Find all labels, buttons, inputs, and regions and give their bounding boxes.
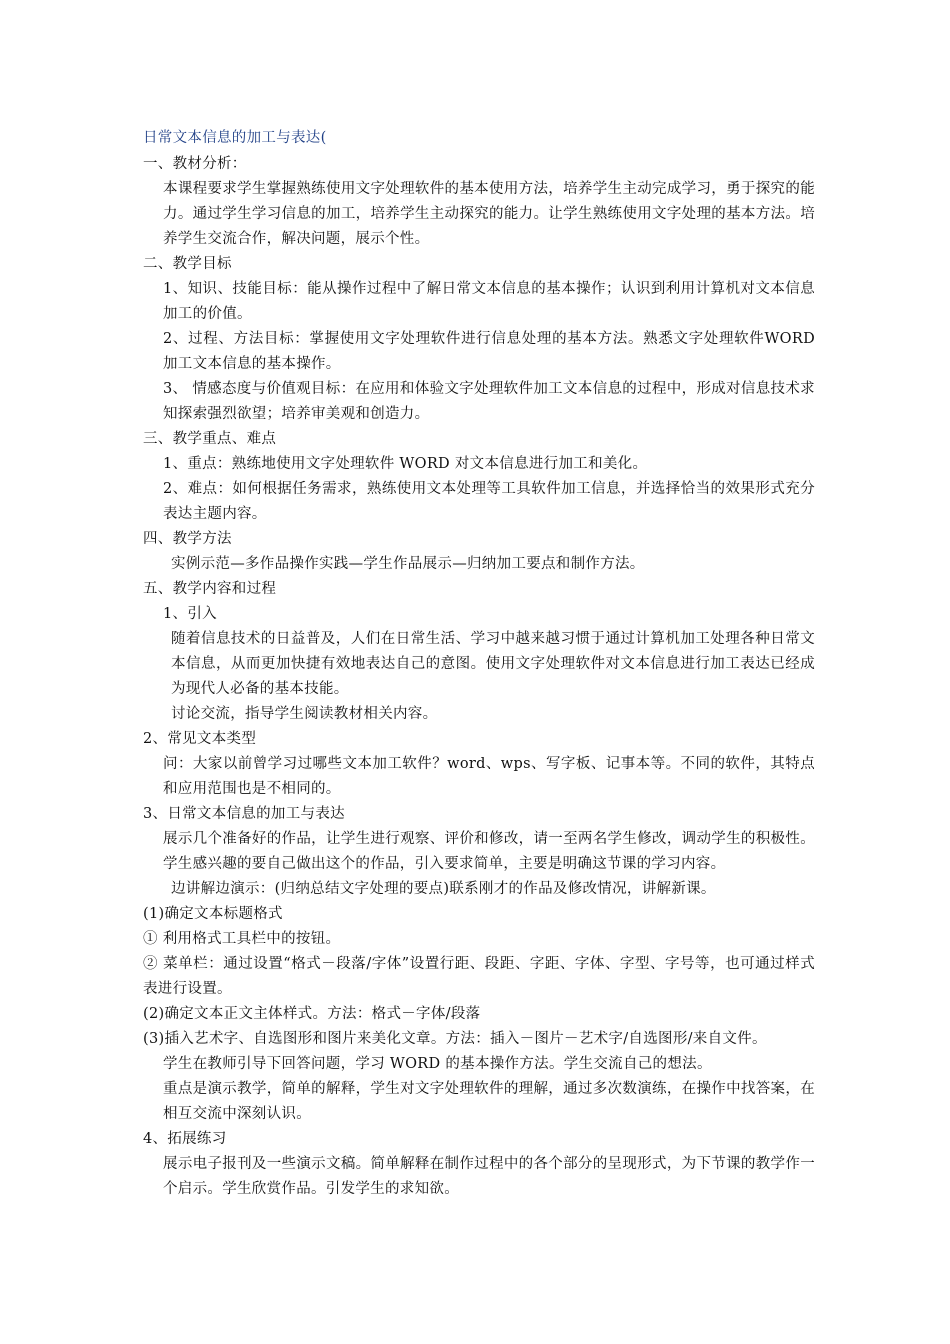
goal-process: 2、过程、方法目标：掌握使用文字处理软件进行信息处理的基本方法。熟悉文字处理软件WORD 加工文本信息的基本操作。 [163, 331, 815, 372]
step3-text: (3)插入艺术字、自选图形和图片来美化文章。方法：插入－图片－艺术字/自选图形/来自文件。 [143, 1031, 767, 1047]
document-title: 日常文本信息的加工与表达( [143, 130, 327, 146]
key-point: 1、重点：熟练地使用文字处理软件 WORD 对文本信息进行加工和美化。 [163, 456, 648, 472]
goal-attitude: 3、 情感态度与价值观目标：在应用和体验文字处理软件加工文本信息的过程中，形成对信息技术求知探索强烈欲望；培养审美观和创造力。 [163, 381, 815, 422]
text-types-paragraph: 问：大家以前曾学习过哪些文本加工软件？word、wps、写字板、记事本等。不同的软件，其特点和应用范围也是不相同的。 [163, 756, 815, 797]
step1-menu: ② 菜单栏：通过设置“格式－段落/字体”设置行距、段距、字距、字体、字型、字号等，也可通过样式表进行设置。 [143, 956, 815, 997]
extension-paragraph: 展示电子报刊及一些演示文稿。简单解释在制作过程中的各个部分的呈现形式，为下节课的教学作一个启示。学生欣赏作品。引发学生的求知欲。 [163, 1156, 815, 1197]
analysis-paragraph: 本课程要求学生掌握熟练使用文字处理软件的基本使用方法，培养学生主动完成学习，勇于探究的能力。通过学生学习信息的加工，培养学生主动探究的能力。让学生熟练使用文字处理的基本方法。培养学生交流合作，解决问题，展示个性。 [163, 181, 815, 247]
processing-demo: 边讲解边演示：(归纳总结文字处理的要点)联系刚才的作品及修改情况，讲解新课。 [171, 881, 716, 897]
intro-discuss: 讨论交流，指导学生阅读教材相关内容。 [171, 706, 438, 722]
step3-student: 学生在教师引导下回答问题，学习 WORD 的基本操作方法。学生交流自己的想法。 [163, 1056, 712, 1072]
section-heading-process: 五、教学内容和过程 [143, 581, 277, 597]
document-body [143, 124, 815, 1202]
step1-heading: (1)确定文本标题格式 [143, 906, 283, 922]
section-heading-key-points: 三、教学重点、难点 [143, 431, 277, 447]
step2-text: (2)确定文本正文主体样式。方法：格式－字体/段落 [143, 1006, 481, 1022]
section-heading-goals: 二、教学目标 [143, 256, 232, 272]
section-heading-method: 四、教学方法 [143, 531, 232, 547]
section-heading-analysis: 一、教材分析： [143, 156, 247, 172]
step1-toolbar: ① 利用格式工具栏中的按钮。 [143, 931, 341, 947]
processing-paragraph: 展示几个准备好的作品，让学生进行观察、评价和修改，请一至两名学生修改，调动学生的积极性。学生感兴趣的要自己做出这个的作品，引入要求简单，主要是明确这节课的学习内容。 [163, 831, 815, 872]
subsection-intro: 1、引入 [163, 606, 217, 622]
intro-paragraph: 随着信息技术的日益普及，人们在日常生活、学习中越来越习惯于通过计算机加工处理各种日常文本信息，从而更加快捷有效地表达自己的意图。使用文字处理软件对文本信息进行加工表达已经成为现代人必备的基本技能。 [171, 631, 815, 697]
method-text: 实例示范—多作品操作实践—学生作品展示—归纳加工要点和制作方法。 [171, 556, 645, 572]
subsection-extension: 4、拓展练习 [143, 1131, 227, 1147]
difficult-point: 2、难点：如何根据任务需求，熟练使用文本处理等工具软件加工信息，并选择恰当的效果形式充分表达主题内容。 [163, 481, 815, 522]
step3-focus: 重点是演示教学，简单的解释，学生对文字处理软件的理解，通过多次数演练，在操作中找答案，在相互交流中深刻认识。 [163, 1081, 815, 1122]
subsection-text-types: 2、常见文本类型 [143, 731, 257, 747]
goal-knowledge: 1、知识、技能目标：能从操作过程中了解日常文本信息的基本操作；认识到利用计算机对文本信息加工的价值。 [163, 281, 815, 322]
subsection-processing: 3、日常文本信息的加工与表达 [143, 806, 345, 822]
